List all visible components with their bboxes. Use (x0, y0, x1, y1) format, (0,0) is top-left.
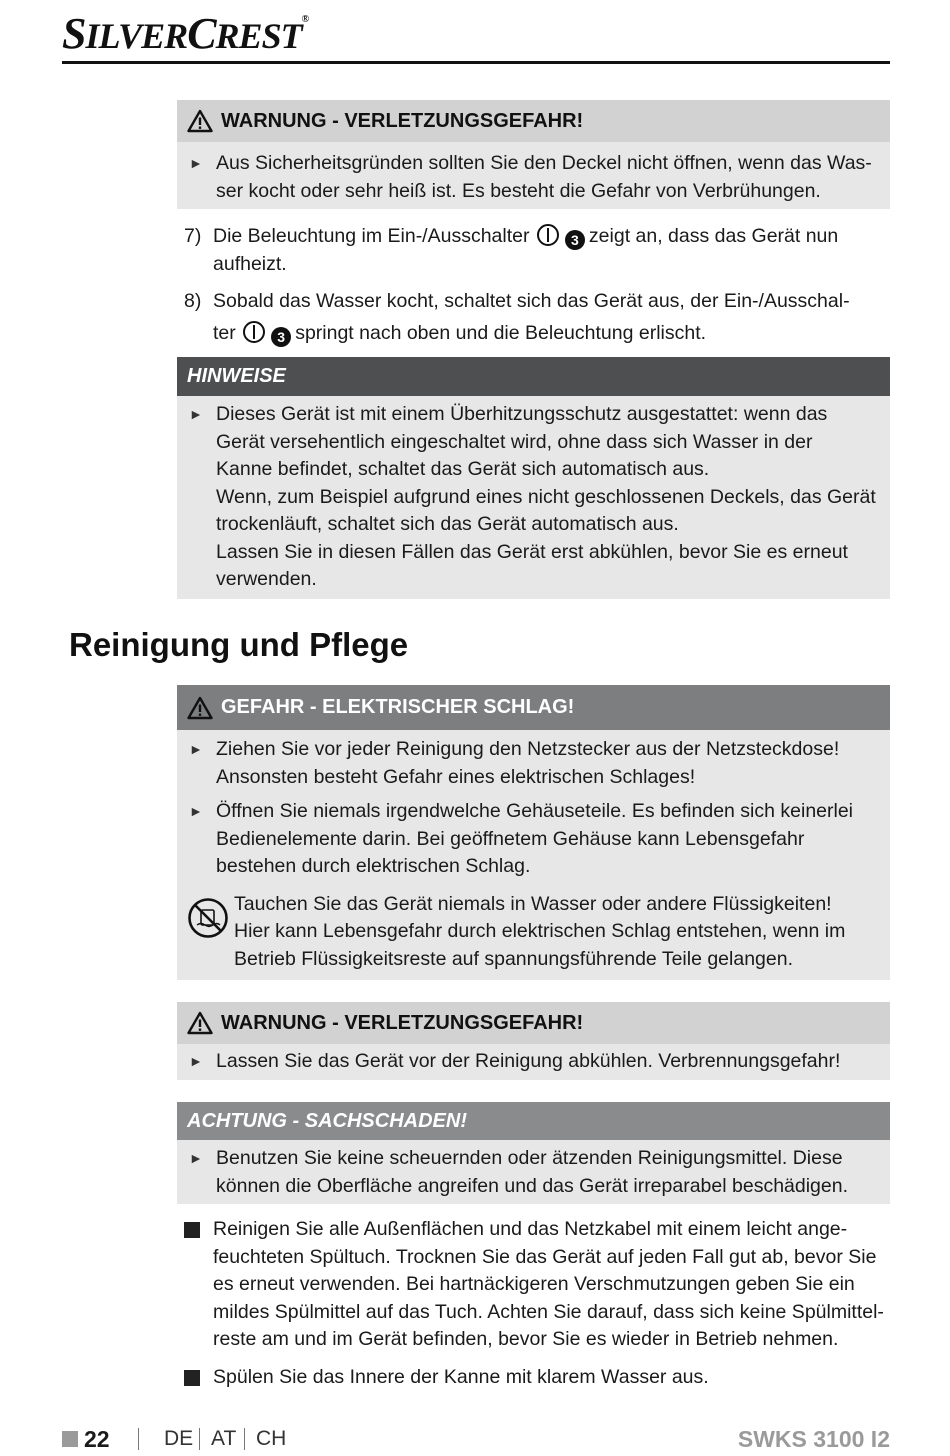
model-number: SWKS 3100 I2 (737, 1426, 890, 1452)
page-number: 22 (84, 1426, 110, 1452)
warning-box-burn (177, 1002, 890, 1080)
notes-header: HINWEISE (177, 357, 890, 396)
warning-triangle-icon (187, 1011, 213, 1035)
lang-at: AT (211, 1427, 237, 1450)
ref-number-badge: 3 (271, 327, 291, 347)
list-item: ► Öffnen Sie niemals irgendwelche Gehäuseteile. Es befinden sich keinerlei Bedienelemente darin. Bei geöffnetem Gehäuse kann Lebensgefahr bestehen durch elektrischen Schlag. (177, 791, 890, 881)
square-bullet-icon (184, 1222, 200, 1238)
step-7: 7) Die Beleuchtung im Ein-/Ausschalter 3 zeigt an, dass das Gerät nun aufheizt. (184, 225, 839, 275)
danger-header: GEFAHR - ELEKTRISCHER SCHLAG! (177, 685, 890, 730)
lang-ch: CH (256, 1427, 287, 1450)
list-item: ► Dieses Gerät ist mit einem Überhitzungsschutz ausgestattet: wenn das Gerät versehentlich eingeschaltet wird, ohne dass sich Wasser in der Kanne befindet, schaltet das Gerät sich automatisch aus. Wenn, zum Beispiel aufgrund eines nicht geschlossenen Deckels, das Gerät trockenläuft, schaltet sich das Gerät automatisch aus. Lassen Sie in diesen Fällen das Gerät erst abkühlen, bevor Sie es erneut verwenden. (177, 396, 890, 594)
arrow-bullet-icon: ► (189, 406, 203, 422)
divider (244, 1428, 245, 1450)
page-footer (62, 1426, 890, 1456)
ref-number-badge: 3 (565, 230, 585, 250)
square-bullet-icon (184, 1370, 200, 1386)
arrow-bullet-icon: ► (189, 1053, 203, 1069)
danger-box-electric (177, 685, 890, 980)
warning-triangle-icon (187, 696, 213, 720)
cleaning-step: Reinigen Sie alle Außenflächen und das Netzkabel mit einem leicht ange- feuchteten Spültuch. Trocknen Sie das Gerät auf jeden Fall gut ab, bevor Sie es erneut verwenden. Bei hartnäckigeren Verschmutzungen geben Sie ein mildes Spülmittel auf das Tuch. Achten Sie darauf, dass sich keine Spülmittel- reste am und im Gerät befinden, bevor Sie es wieder in Betrieb nehmen. (184, 1216, 884, 1354)
notes-box (177, 357, 890, 599)
arrow-bullet-icon: ► (189, 803, 203, 819)
list-item: ► Aus Sicherheitsgründen sollten Sie den Deckel nicht öffnen, wenn das Was- ser kocht oder sehr heiß ist. Es besteht die Gefahr von Verbrühungen. (177, 142, 890, 205)
divider (138, 1428, 139, 1450)
caution-header: ACHTUNG - SACHSCHADEN! (177, 1102, 890, 1140)
arrow-bullet-icon: ► (189, 1150, 203, 1166)
no-immersion-icon (187, 897, 229, 939)
warning-header: WARNUNG - VERLETZUNGSGEFAHR! (177, 1002, 890, 1044)
section-title: Reinigung und Pflege (69, 626, 409, 663)
arrow-bullet-icon: ► (189, 741, 203, 757)
step-8: 8) Sobald das Wasser kocht, schaltet sich das Gerät aus, der Ein-/Ausschal- ter 3 springt nach oben und die Beleuchtung erlischt. (184, 290, 850, 345)
arrow-bullet-icon: ► (189, 155, 203, 171)
power-switch-icon (243, 321, 265, 343)
list-item: ► Ziehen Sie vor jeder Reinigung den Netzstecker aus der Netzsteckdose! Ansonsten besteht Gefahr eines elektrischen Schlages! (177, 730, 890, 791)
brand-logo: SILVERCREST® (62, 9, 309, 58)
page-marker-icon (62, 1431, 78, 1447)
caution-box-damage (177, 1102, 890, 1204)
warning-title: WARNUNG - VERLETZUNGSGEFAHR! (221, 109, 584, 132)
power-switch-icon (537, 224, 559, 246)
lang-de: DE (164, 1427, 194, 1450)
warning-box-scald (177, 100, 890, 209)
list-item: Tauchen Sie das Gerät niemals in Wasser oder andere Flüssigkeiten! Hier kann Lebensgefahr durch elektrischen Schlag entstehen, wenn im Betrieb Flüssigkeitsreste auf spannungsführende Teile gelangen. (177, 881, 890, 974)
list-item: ► Benutzen Sie keine scheuernden oder ätzenden Reinigungsmittel. Diese können die Oberfläche angreifen und das Gerät irreparabel beschädigen. (177, 1140, 890, 1200)
warning-header (177, 100, 890, 142)
header-divider (62, 61, 890, 64)
cleaning-step: Spülen Sie das Innere der Kanne mit klarem Wasser aus. (184, 1364, 884, 1392)
warning-triangle-icon (187, 109, 213, 133)
divider (199, 1428, 200, 1450)
list-item: ► Lassen Sie das Gerät vor der Reinigung abkühlen. Verbrennungsgefahr! (177, 1044, 890, 1076)
